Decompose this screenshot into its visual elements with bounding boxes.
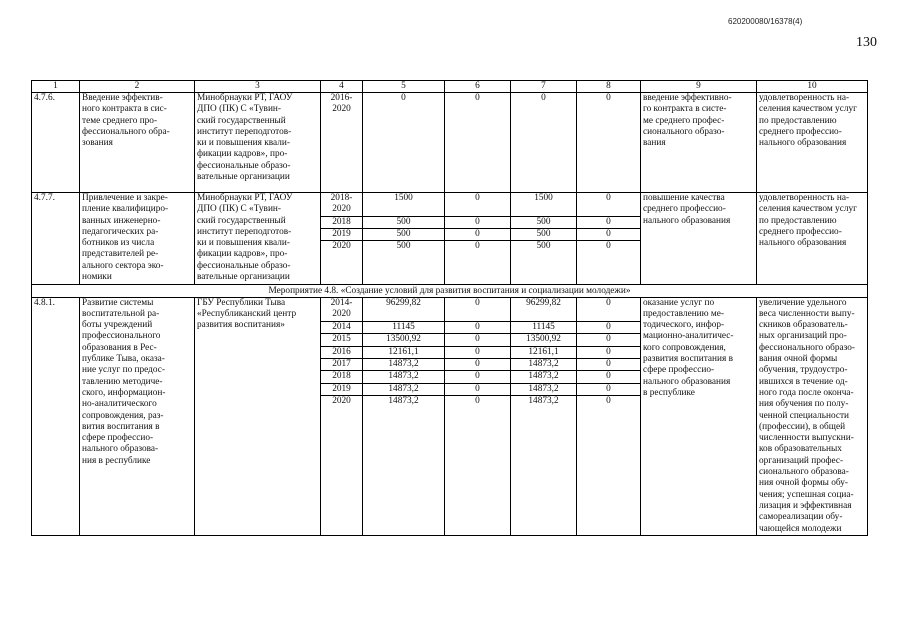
value-federal: 0: [445, 216, 511, 228]
period: 2020: [321, 395, 363, 535]
value-other: 0: [577, 93, 641, 193]
value-other: 0: [577, 240, 641, 284]
period: 2016- 2020: [321, 93, 363, 193]
header-cell: 10: [757, 81, 868, 93]
value-federal: 0: [445, 358, 511, 370]
value-federal: 0: [445, 371, 511, 383]
header-cell: 8: [577, 81, 641, 93]
expected-result: введение эффективно- го контракта в систе- ме среднего профес- сионального образо- вания: [641, 93, 757, 193]
value-federal: 0: [445, 240, 511, 284]
value-republic: 500: [511, 216, 577, 228]
executor: Минобрнауки РТ, ГАОУ ДПО (ПК) С «Тувин- ский государственный институт переподготов- ки и повышения квали- фикации кадров», про- фессиональные образо- вательные организации: [195, 193, 321, 285]
table-row: [32, 193, 868, 217]
value-federal: 0: [445, 334, 511, 346]
header-cell: 1: [32, 81, 80, 93]
period: 2014: [321, 321, 363, 333]
value-federal: 0: [445, 383, 511, 395]
value-other: 0: [577, 334, 641, 346]
document-number: 620200080/16378(4): [728, 17, 803, 26]
header-row: [32, 81, 868, 93]
period: 2020: [321, 240, 363, 284]
table-row: [32, 297, 868, 321]
value-federal: 0: [445, 395, 511, 535]
period: 2016: [321, 346, 363, 358]
header-cell: 3: [195, 81, 321, 93]
period: 2018- 2020: [321, 193, 363, 217]
executor: ГБУ Республики Тыва «Республиканский центр развития воспитания»: [195, 297, 321, 535]
measure-title: Мероприятие 4.8. «Создание условий для развития воспитания и социализации молодежи»: [32, 284, 868, 297]
value-other: 0: [577, 358, 641, 370]
period: 2019: [321, 383, 363, 395]
indicator: удовлетворенность на- селения качеством услуг по предоставлению среднего профессио- нального образования: [757, 193, 868, 285]
value-republic: 500: [511, 240, 577, 284]
value-other: 0: [577, 395, 641, 535]
value-total: 12161,1: [363, 346, 445, 358]
expected-result: повышение качества среднего профессио- нального образования: [641, 193, 757, 285]
value-total: 96299,82: [363, 297, 445, 321]
value-total: 0: [363, 93, 445, 193]
indicator: увеличение удельного веса численности выпу- скников образователь- ных организаций про- фессионального образо- вания очной формы обучения, трудоустро- ившихся в течение од- ного года после оконча- ния обучения по полу- ченной специальности (профессии), в общей численности выпускни- ков образовательных организаций профес- сионального образова- ния очной формы обу- чения; успешная социа- лизация и эффективная самореализации обу- чающейся молодежи: [757, 297, 868, 535]
value-total: 500: [363, 240, 445, 284]
value-other: 0: [577, 383, 641, 395]
value-total: 1500: [363, 193, 445, 217]
activity-name: Развитие системы воспитательной ра- боты учреждений профессионального образования в Рес- публике Тыва, оказа- ние услуг по предос- тавлению методиче- ского, информацион- но-аналитического сопровождения, раз- вития воспитания в сфере профессио- нального образова- ния в республике: [80, 297, 195, 535]
value-federal: 0: [445, 346, 511, 358]
header-cell: 9: [641, 81, 757, 93]
value-total: 11145: [363, 321, 445, 333]
value-republic: 14873,2: [511, 395, 577, 535]
value-total: 13500,92: [363, 334, 445, 346]
value-republic: 96299,82: [511, 297, 577, 321]
value-other: 0: [577, 371, 641, 383]
value-federal: 0: [445, 321, 511, 333]
value-republic: 13500,92: [511, 334, 577, 346]
activity-name: Привлечение и закре- пление квалифициро- ванных инженерно- педагогических ра- ботников из числа представителей ре- ального сектора эко- номики: [80, 193, 195, 285]
value-total: 14873,2: [363, 383, 445, 395]
value-republic: 11145: [511, 321, 577, 333]
value-total: 500: [363, 228, 445, 240]
value-republic: 1500: [511, 193, 577, 217]
header-cell: 4: [321, 81, 363, 93]
row-number: 4.8.1.: [32, 297, 80, 535]
value-federal: 0: [445, 297, 511, 321]
value-republic: 12161,1: [511, 346, 577, 358]
header-cell: 5: [363, 81, 445, 93]
program-table: [31, 80, 868, 536]
value-total: 14873,2: [363, 371, 445, 383]
period: 2017: [321, 358, 363, 370]
table-row: [32, 93, 868, 193]
row-number: 4.7.6.: [32, 93, 80, 193]
value-total: 14873,2: [363, 358, 445, 370]
row-number: 4.7.7.: [32, 193, 80, 285]
executor: Минобрнауки РТ, ГАОУ ДПО (ПК) С «Тувин- ский государственный институт переподготов- ки и повышения квали- фикации кадров», про- фессиональные образо- вательные организации: [195, 93, 321, 193]
indicator: удовлетворенность на- селения качеством услуг по предоставлению среднего профессио- нального образования: [757, 93, 868, 193]
value-other: 0: [577, 346, 641, 358]
header-cell: 2: [80, 81, 195, 93]
period: 2015: [321, 334, 363, 346]
value-total: 14873,2: [363, 395, 445, 535]
value-republic: 0: [511, 93, 577, 193]
page-number: 130: [856, 35, 877, 50]
period: 2014- 2020: [321, 297, 363, 321]
value-federal: 0: [445, 228, 511, 240]
value-republic: 14873,2: [511, 358, 577, 370]
expected-result: оказание услуг по предоставлению ме- тодического, инфор- мационно-аналитичес- кого сопровождения, развития воспитания в сфере профессио- нального образования в республике: [641, 297, 757, 535]
period: 2018: [321, 216, 363, 228]
value-other: 0: [577, 321, 641, 333]
section-row: [32, 284, 868, 297]
value-other: 0: [577, 216, 641, 228]
value-republic: 14873,2: [511, 383, 577, 395]
period: 2019: [321, 228, 363, 240]
value-republic: 14873,2: [511, 371, 577, 383]
value-other: 0: [577, 297, 641, 321]
period: 2018: [321, 371, 363, 383]
value-federal: 0: [445, 193, 511, 217]
header-cell: 6: [445, 81, 511, 93]
value-other: 0: [577, 228, 641, 240]
activity-name: Введение эффектив- ного контракта в сис- теме среднего про- фессионального обра- зования: [80, 93, 195, 193]
header-cell: 7: [511, 81, 577, 93]
value-total: 500: [363, 216, 445, 228]
value-federal: 0: [445, 93, 511, 193]
value-other: 0: [577, 193, 641, 217]
value-republic: 500: [511, 228, 577, 240]
